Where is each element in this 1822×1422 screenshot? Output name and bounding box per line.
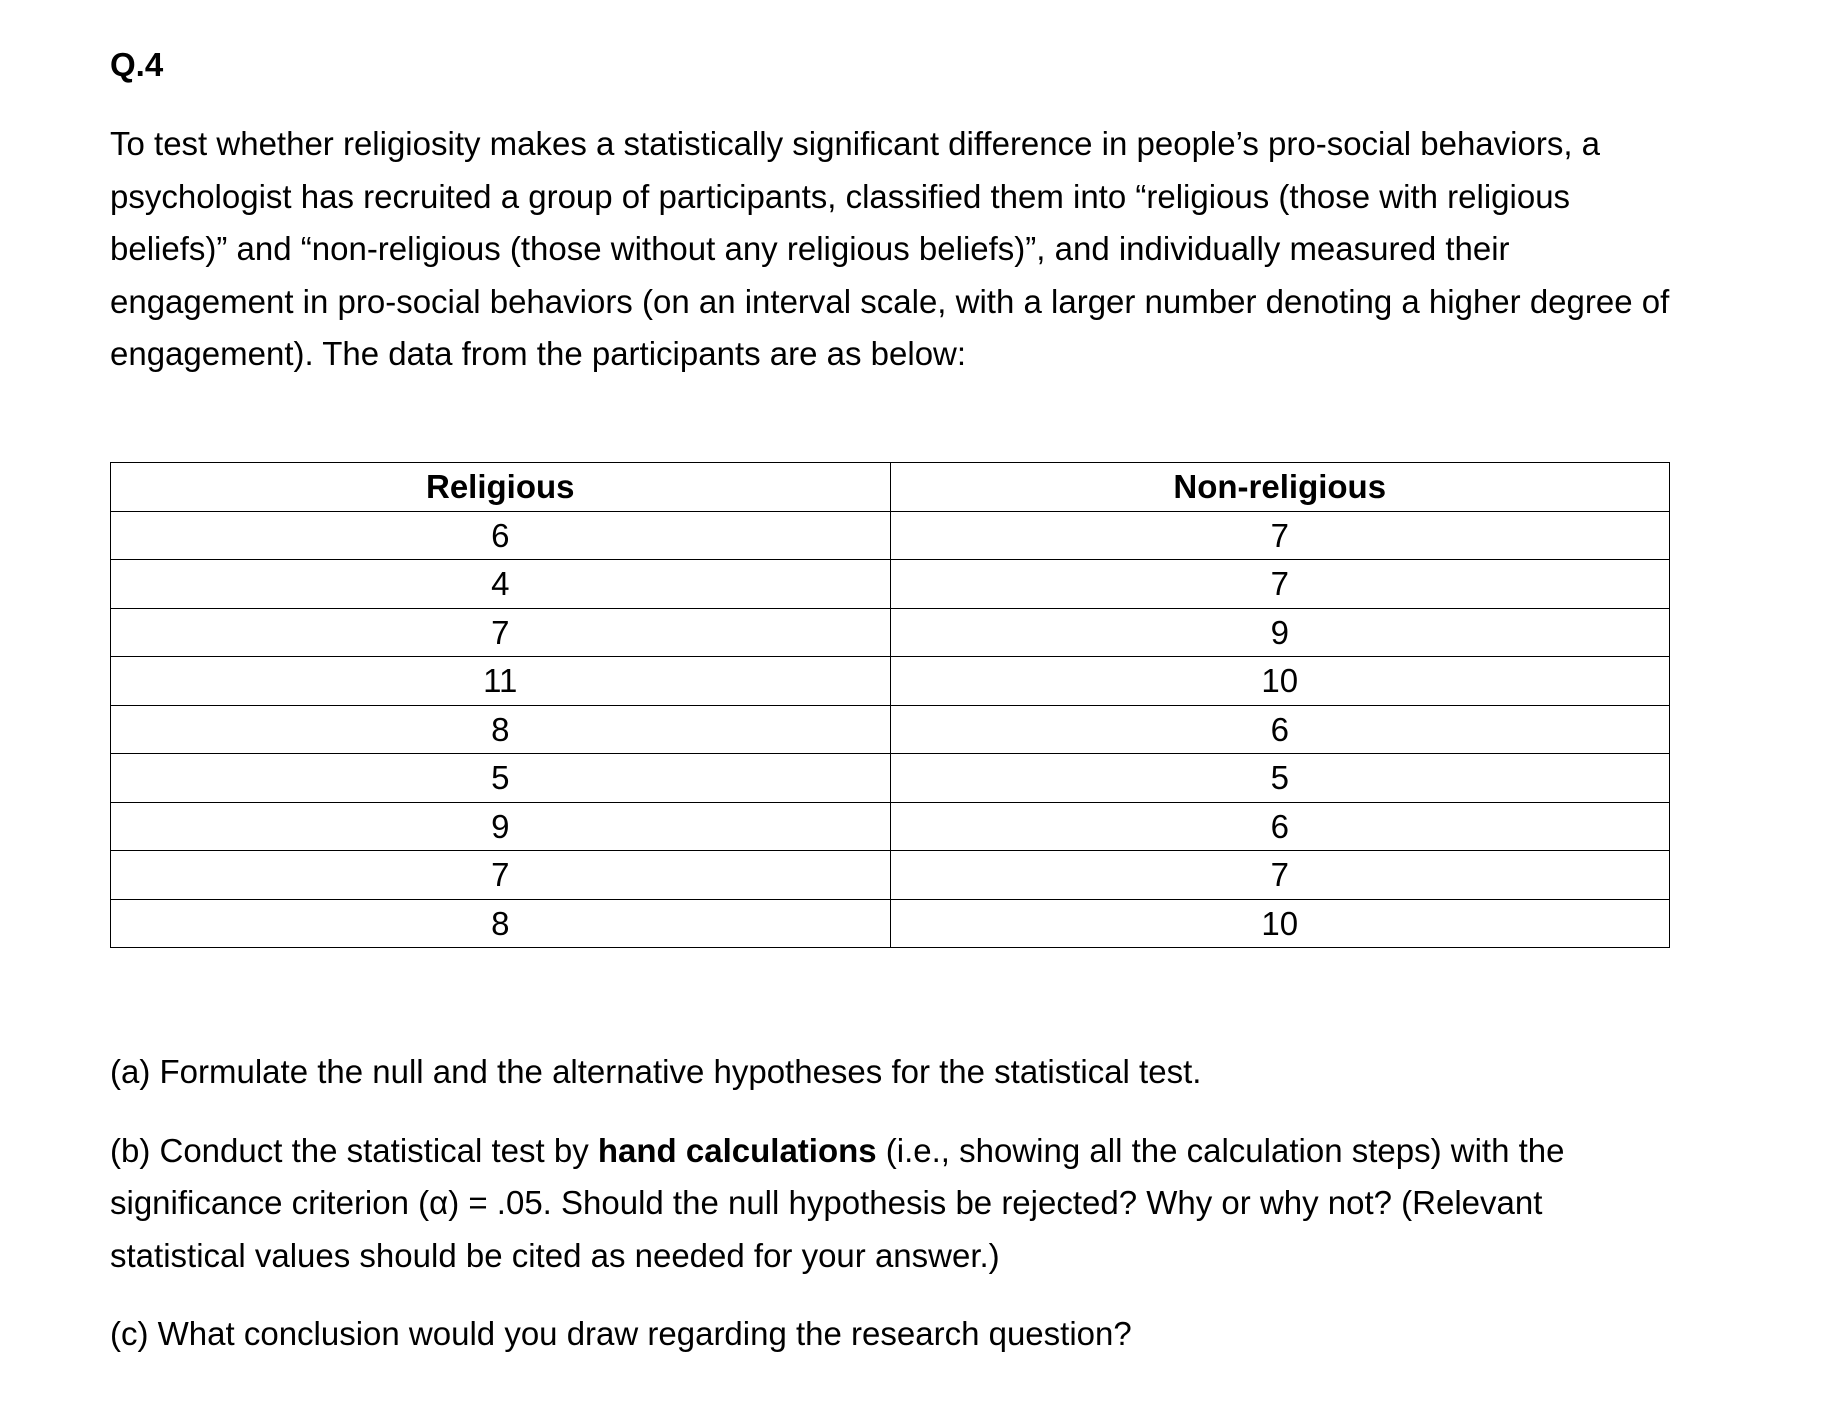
non-religious-cell: 7 [890, 851, 1670, 900]
table-row [111, 657, 1670, 706]
non-religious-cell: 5 [890, 754, 1670, 803]
religious-cell: 7 [111, 851, 891, 900]
part-b-suffix: (i.e., showing all the calculation steps) with the significance criterion (α) = .05. Should the null hypothesis be rejected? Why or why not? (Relevant statistical values should be cited as needed for your answer.) [110, 1131, 1565, 1274]
religious-cell: 4 [111, 560, 891, 609]
part-c-text: (c) What conclusion would you draw regarding the research question? [110, 1315, 1132, 1352]
non-religious-cell: 10 [890, 657, 1670, 706]
religious-cell: 7 [111, 608, 891, 657]
column-header-non-religious: Non-religious [890, 463, 1670, 512]
part-b-text [110, 1125, 1670, 1283]
table-row [111, 802, 1670, 851]
table-row [111, 705, 1670, 754]
table-row [111, 560, 1670, 609]
non-religious-cell: 6 [890, 705, 1670, 754]
table-row [111, 608, 1670, 657]
religious-cell: 9 [111, 802, 891, 851]
question-page [110, 40, 1670, 1352]
table-header-row [111, 463, 1670, 512]
religious-cell: 8 [111, 899, 891, 948]
sub-questions [110, 1046, 1670, 1361]
part-b-bold: hand calculations [597, 1131, 877, 1169]
part-b-prefix: (b) Conduct the statistical test by [110, 1131, 598, 1169]
table-row [111, 899, 1670, 948]
religious-cell: 11 [111, 657, 891, 706]
religious-cell: 8 [111, 705, 891, 754]
question-intro: To test whether religiosity makes a statistically significant difference in people’s pro-social behaviors, a psychologist has recruited a group of participants, classified them into “religious (those with religious beliefs)” and “non-religious (those without any religious beliefs)”, and individually measured their engagement in pro-social behaviors (on an interval scale, with a larger number denoting a higher degree of engagement). The data from the participants are as below: [110, 125, 1670, 372]
question-number: Q.4 [110, 46, 164, 83]
non-religious-cell: 6 [890, 802, 1670, 851]
non-religious-cell: 7 [890, 511, 1670, 560]
table-row [111, 851, 1670, 900]
non-religious-cell: 10 [890, 899, 1670, 948]
table-row [111, 511, 1670, 560]
non-religious-cell: 7 [890, 560, 1670, 609]
part-a-text: (a) Formulate the null and the alternative hypotheses for the statistical test. [110, 1053, 1202, 1090]
religious-cell: 6 [111, 511, 891, 560]
table-row [111, 754, 1670, 803]
column-header-religious: Religious [111, 463, 891, 512]
data-table [110, 462, 1670, 948]
religious-cell: 5 [111, 754, 891, 803]
non-religious-cell: 9 [890, 608, 1670, 657]
